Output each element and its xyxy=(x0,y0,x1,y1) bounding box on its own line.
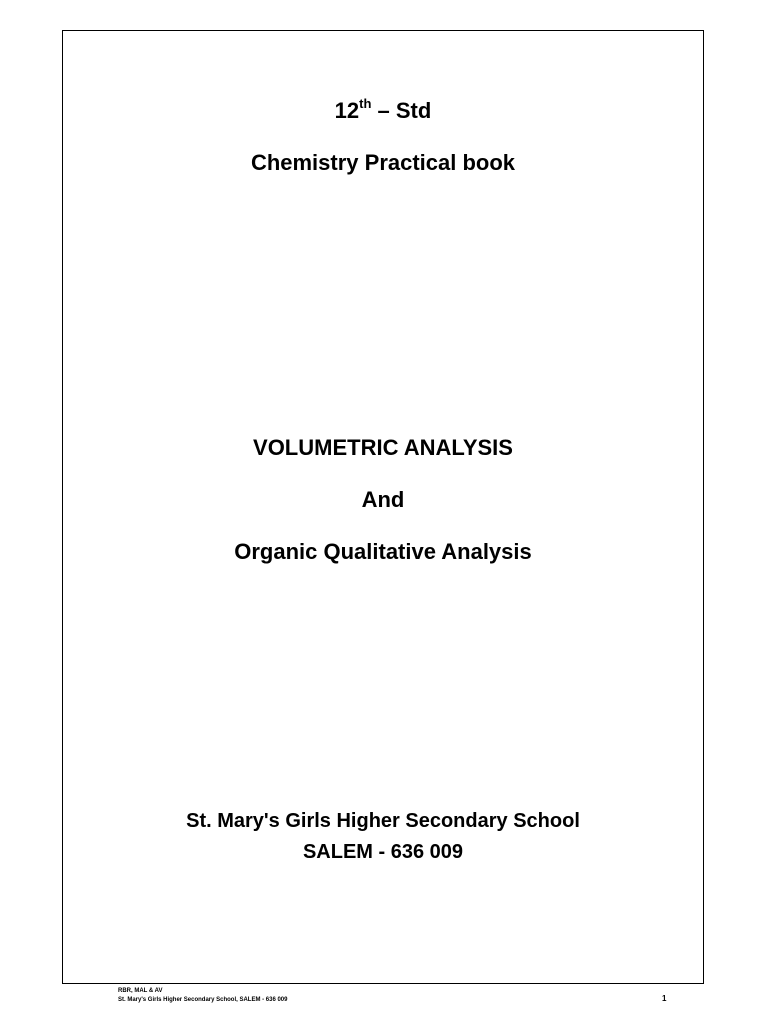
section-title-organic: Organic Qualitative Analysis xyxy=(234,539,532,564)
grade-suffix: th xyxy=(359,95,372,111)
grade-rest: – Std xyxy=(371,98,432,123)
school-city: SALEM - 636 009 xyxy=(302,841,464,863)
page-number: 1 xyxy=(662,994,667,1003)
section-title-volumetric: VOLUMETRIC ANALYSIS xyxy=(253,435,513,460)
section-connector: And xyxy=(361,487,405,512)
footer-initials: RBR, MAL & AV xyxy=(118,988,163,994)
school-name: St. Mary's Girls Higher Secondary School xyxy=(186,810,580,832)
grade-number: 12 xyxy=(334,98,360,123)
book-title: Chemistry Practical book xyxy=(250,150,516,175)
grade-heading xyxy=(62,97,704,125)
footer-school: St. Mary's Girls Higher Secondary School, SALEM - 636 009 xyxy=(118,997,288,1003)
